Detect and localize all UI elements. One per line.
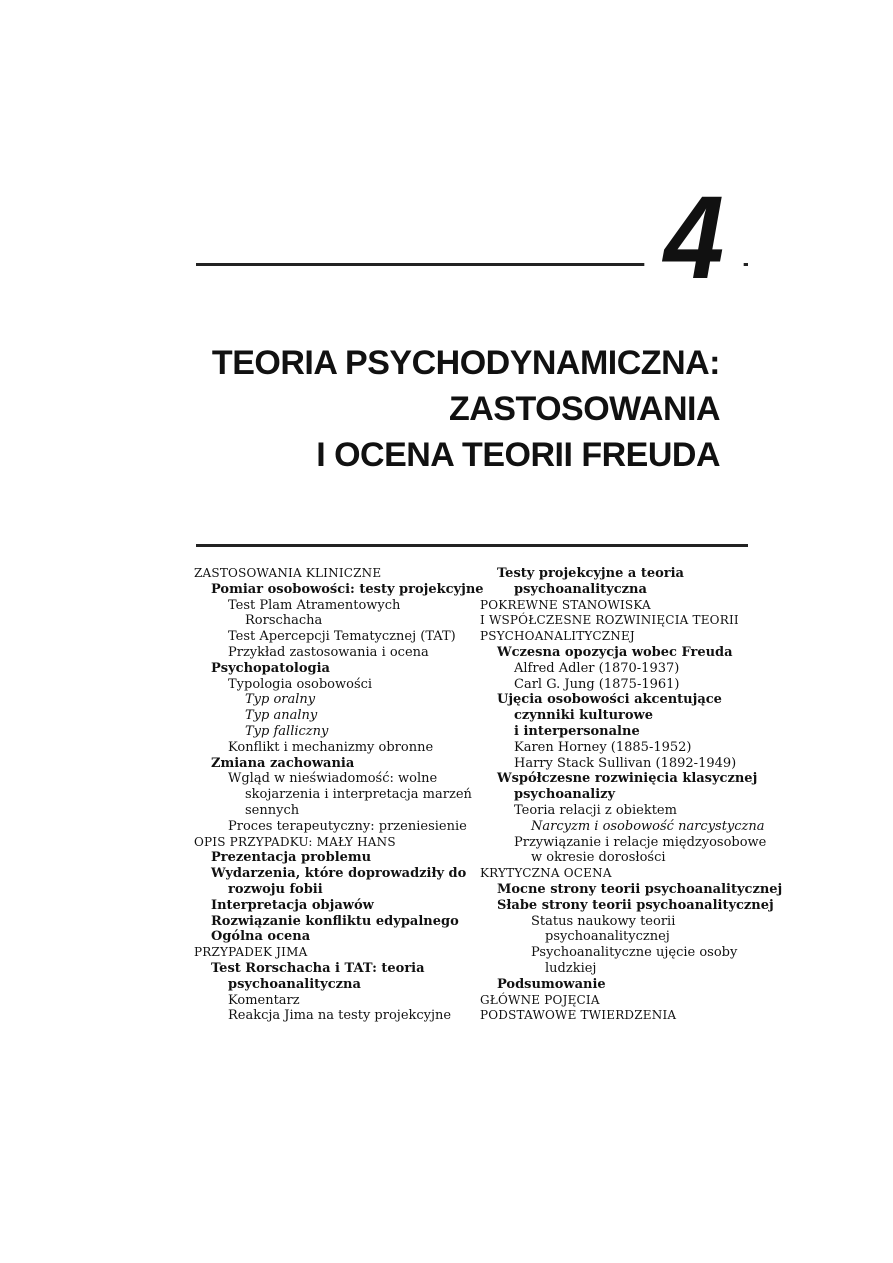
toc-entry: psychoanalizy bbox=[514, 787, 616, 803]
toc-entry: Typ falliczny bbox=[245, 723, 329, 739]
toc-entry: ludzkiej bbox=[545, 960, 597, 976]
contents-rule bbox=[196, 544, 748, 547]
toc-entry: w okresie dorosłości bbox=[531, 850, 666, 866]
toc-entry: OPIS PRZYPADKU: MAŁY HANS bbox=[194, 834, 396, 849]
chapter-title-line-1: TEORIA PSYCHODYNAMICZNA: bbox=[211, 344, 720, 382]
toc-entry: Narcyzm i osobowość narcystyczna bbox=[531, 818, 765, 834]
chapter-title-line-2: ZASTOSOWANIA bbox=[448, 390, 720, 428]
toc-entry: Status naukowy teorii bbox=[531, 913, 676, 929]
toc-entry: Wczesna opozycja wobec Freuda bbox=[497, 644, 733, 660]
toc-entry: Test Apercepcji Tematycznej (TAT) bbox=[228, 629, 456, 645]
toc-entry: PODSTAWOWE TWIERDZENIA bbox=[480, 1008, 677, 1023]
toc-entry: Interpretacja objawów bbox=[211, 897, 374, 913]
toc-entry: PRZYPADEK JIMA bbox=[194, 945, 308, 960]
toc-entry: Przykład zastosowania i ocena bbox=[228, 644, 429, 660]
toc-entry: Psychopatologia bbox=[211, 660, 330, 676]
toc-entry: Ogólna ocena bbox=[211, 929, 311, 945]
toc-entry: GŁÓWNE POJĘCIA bbox=[480, 992, 600, 1007]
toc-entry: Wydarzenia, które doprowadziły do bbox=[211, 866, 467, 882]
toc-entry: KRYTYCZNA OCENA bbox=[480, 866, 612, 881]
toc-entry: PSYCHOANALITYCZNEJ bbox=[480, 629, 635, 644]
toc-entry: Wgląd w nieświadomość: wolne bbox=[228, 771, 438, 787]
toc-entry: psychoanalityczna bbox=[514, 581, 647, 597]
toc-entry: POKREWNE STANOWISKA bbox=[480, 597, 651, 612]
toc-entry: sennych bbox=[245, 802, 300, 818]
toc-entry: Test Plam Atramentowych bbox=[228, 597, 401, 613]
toc-entry: Podsumowanie bbox=[497, 976, 606, 992]
toc-entry: ZASTOSOWANIA KLINICZNE bbox=[194, 566, 382, 580]
toc-entry: Proces terapeutyczny: przeniesienie bbox=[228, 818, 467, 834]
toc-entry: Zmiana zachowania bbox=[211, 755, 355, 771]
toc-entry: rozwoju fobii bbox=[228, 881, 323, 897]
toc-entry: Alfred Adler (1870-1937) bbox=[514, 660, 680, 676]
toc-entry: Rozwiązanie konfliktu edypalnego bbox=[211, 913, 459, 929]
toc-entry: skojarzenia i interpretacja marzeń bbox=[245, 787, 472, 803]
toc-entry: Rorschacha bbox=[245, 613, 323, 629]
toc-entry: Karen Horney (1885-1952) bbox=[514, 739, 692, 755]
toc-entry: I WSPÓŁCZESNE ROZWINIĘCIA TEORII bbox=[480, 613, 739, 628]
toc-entry: Testy projekcyjne a teoria bbox=[497, 566, 684, 581]
toc-entry: Pomiar osobowości: testy projekcyjne bbox=[211, 581, 484, 597]
toc-entry: psychoanalityczna bbox=[228, 976, 361, 992]
toc-entry: Reakcja Jima na testy projekcyjne bbox=[228, 1008, 452, 1024]
toc-entry: Psychoanalityczne ujęcie osoby bbox=[531, 945, 738, 961]
toc-entry: Harry Stack Sullivan (1892-1949) bbox=[514, 755, 737, 771]
toc-entry: czynniki kulturowe bbox=[514, 708, 654, 724]
chapter-number: 4 bbox=[644, 178, 743, 298]
toc-entry: Typ analny bbox=[245, 708, 318, 724]
toc-left-column bbox=[194, 566, 484, 1024]
toc-entry: Typ oralny bbox=[245, 692, 316, 708]
toc-entry: Ujęcia osobowości akcentujące bbox=[497, 692, 722, 708]
toc-entry: i interpersonalne bbox=[514, 723, 640, 739]
toc-entry: psychoanalitycznej bbox=[545, 929, 670, 945]
chapter-title-line-3: I OCENA TEORII FREUDA bbox=[316, 436, 720, 474]
toc-entry: Przywiązanie i relacje międzyosobowe bbox=[514, 834, 767, 850]
toc-entry: Konflikt i mechanizmy obronne bbox=[228, 739, 434, 755]
toc-entry: Carl G. Jung (1875-1961) bbox=[514, 676, 680, 692]
toc-right-column bbox=[480, 566, 783, 1024]
toc-entry: Prezentacja problemu bbox=[211, 850, 372, 866]
toc-entry: Teoria relacji z obiektem bbox=[514, 802, 677, 818]
toc-entry: Mocne strony teorii psychoanalitycznej bbox=[497, 881, 783, 897]
toc-entry: Test Rorschacha i TAT: teoria bbox=[211, 960, 425, 976]
toc-entry: Współczesne rozwinięcia klasycznej bbox=[497, 771, 758, 787]
toc-entry: Komentarz bbox=[228, 992, 300, 1008]
toc-entry: Słabe strony teorii psychoanalitycznej bbox=[497, 897, 774, 913]
chapter-title bbox=[120, 340, 720, 478]
toc-entry: Typologia osobowości bbox=[228, 676, 373, 692]
